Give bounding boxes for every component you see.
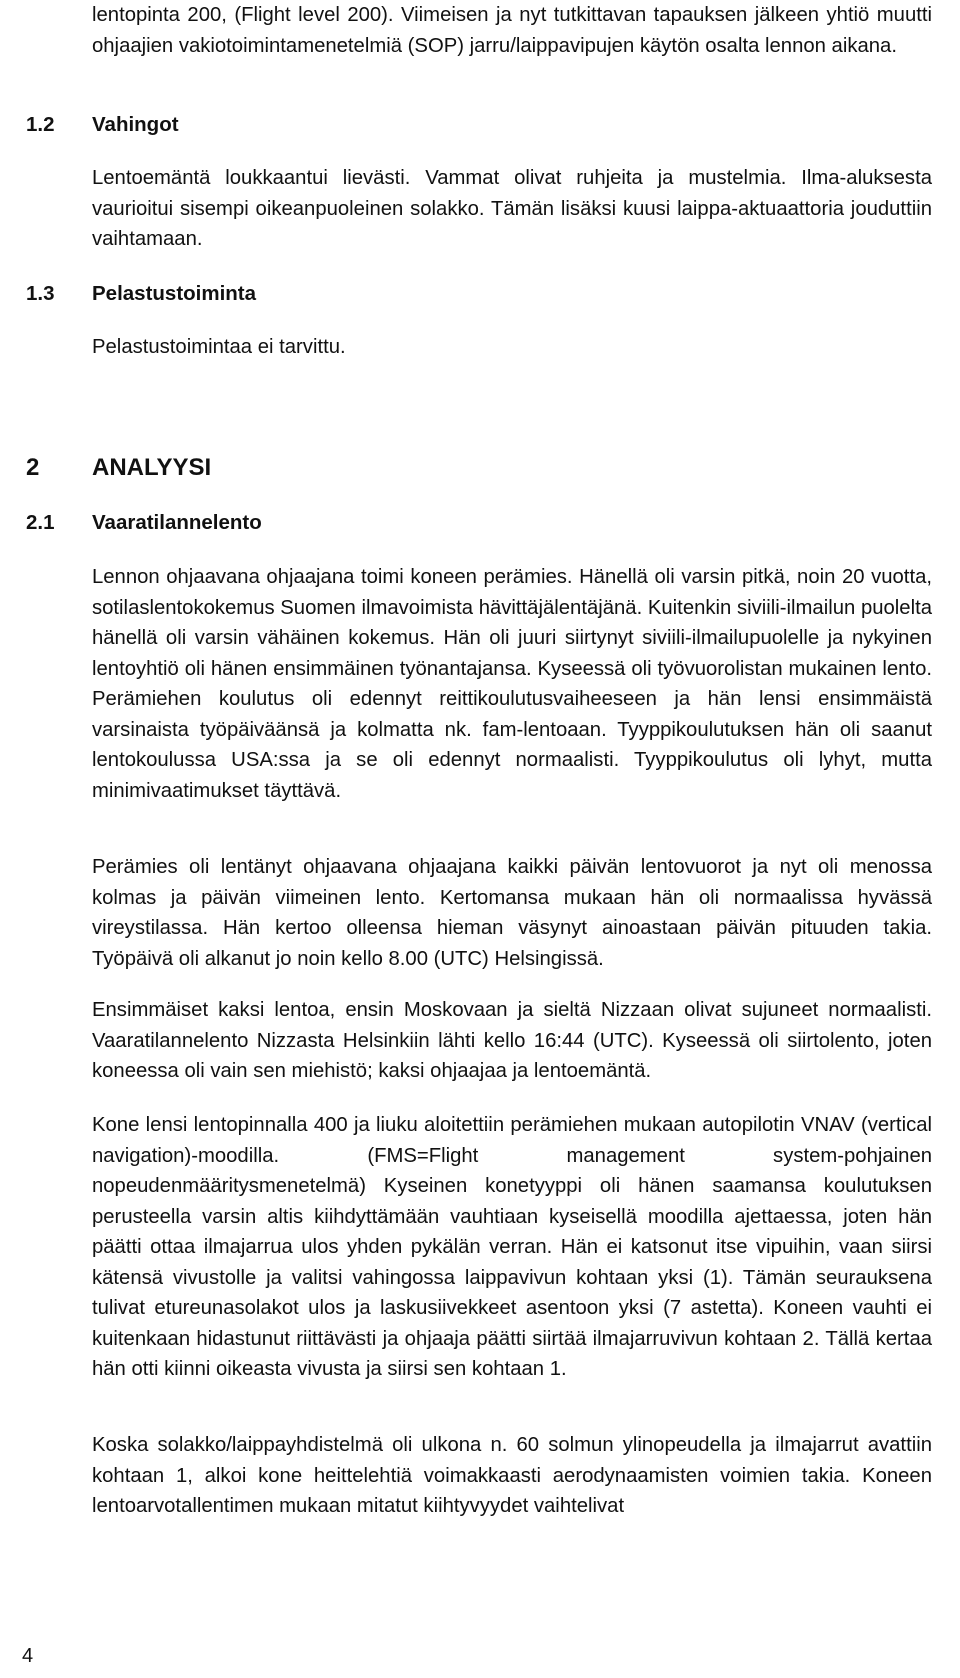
chapter-number-2: 2	[26, 454, 40, 481]
paragraph-first-officer: Lennon ohjaavana ohjaajana toimi koneen perämies. Hänellä oli varsin pitkä, noin 20 vuotta, sotilaslentokokemus Suomen ilmavoimista hävittäjälentäjänä. Kuitenkin siviili-ilmailun puolelta hänellä oli varsin vähäinen kokemus. Hän oli juuri siirtynyt siviili-ilmailupuolelle ja nykyinen lentoyhtiö oli hänen ensimmäinen työnantajansa. Kyseessä oli työvuorolistan mukainen lento. Perämiehen koulutus oli edennyt reittikoulutusvaiheeseen ja hän lensi ensimmäistä varsinaista työpäiväänsä ja kolmatta nk. fam-lentoaan. Tyyppikoulutuksen hän oli saanut lentokoulussa USA:ssa ja se oli edennyt normaalisti. Tyyppikoulutus oli lyhyt, mutta minimivaatimukset täyttävä.	[92, 566, 932, 802]
section-title-pelastustoiminta: Pelastustoiminta	[92, 282, 257, 305]
section-title-vaaratilannelento: Vaaratilannelento	[92, 511, 262, 534]
section-number-1-2: 1.2	[26, 113, 55, 136]
page-number: 4	[22, 1645, 34, 1667]
paragraph-descent: Kone lensi lentopinnalla 400 ja liuku aloitettiin perämiehen mukaan autopilotin VNAV (vertical navigation)-moodilla. (FMS=Flight management system-pohjainen nopeudenmääritysmenetelmä) Kyseinen konetyyppi oli hänen saamansa koulutuksen perusteella varsin altis kiihdyttämään vauhtiaan kyseisellä moodilla ajettaessa, joten hän päätti ottaa ilmajarrua ulos yhden pykälän verran. Hän ei katsonut itse vipuihin, vaan siirsi kätensä vivustolle ja valitsi vahingossa laippavivun kohtaan yksi (1). Tämän seurauksena tulivat etureunasolakot ulos ja laskusiivekkeet asentoon yksi (7 astetta). Koneen vauhti ei kuitenkaan hidastunut riittävästi ja ohjaaja päätti siirtää ilmajarruvivun kohtaan 2. Tällä kertaa hän otti kiinni oikeasta vivusta ja siirsi sen kohtaan 1.	[92, 1114, 932, 1380]
paragraph-damages: Lentoemäntä loukkaantui lievästi. Vammat olivat ruhjeita ja mustelmia. Ilma-aluksesta vaurioitui sisempi oikeanpuoleinen solakko. Tämän lisäksi kuusi laippa-aktuaattoria jouduttiin vaihtamaan.	[92, 167, 932, 250]
paragraph-rescue: Pelastustoimintaa ei tarvittu.	[92, 336, 346, 358]
paragraph-flights: Ensimmäiset kaksi lentoa, ensin Moskovaan ja sieltä Nizzaan olivat sujuneet normaalisti. Vaaratilannelento Nizzasta Helsinkiin lähti kello 16:44 (UTC). Kyseessä oli siirtolento, joten koneessa oli vain sen miehistö; kaksi ohjaajaa ja lentoemäntä.	[92, 999, 932, 1082]
paragraph-workday: Perämies oli lentänyt ohjaavana ohjaajana kaikki päivän lentovuorot ja nyt oli menossa kolmas ja päivän viimeinen lento. Kertomansa mukaan hän oli normaalissa hyvässä vireystilassa. Hän kertoo olleensa hieman väsynyt ainoastaan päivän pituuden takia. Työpäivä oli alkanut jo noin kello 8.00 (UTC) Helsingissä.	[92, 856, 932, 970]
section-title-vahingot: Vahingot	[92, 113, 179, 136]
section-number-1-3: 1.3	[26, 282, 55, 305]
section-number-2-1: 2.1	[26, 511, 55, 534]
chapter-title-analyysi: ANALYYSI	[92, 454, 212, 481]
paragraph-flight-level: lentopinta 200, (Flight level 200). Viimeisen ja nyt tutkittavan tapauksen jälkeen yhtiö muutti ohjaajien vakiotoimintamenetelmiä (SOP) jarru/laippavipujen käytön osalta lennon aikana.	[92, 4, 932, 57]
paragraph-overspeed: Koska solakko/laippayhdistelmä oli ulkona n. 60 solmun ylinopeudella ja ilmajarrut avattiin kohtaan 1, alkoi kone heittelehtiä voimakkaasti aerodynaamisten voimien takia. Koneen lentoarvotallentimen mukaan mitatut kiihtyvyydet vaihtelivat	[92, 1434, 932, 1517]
